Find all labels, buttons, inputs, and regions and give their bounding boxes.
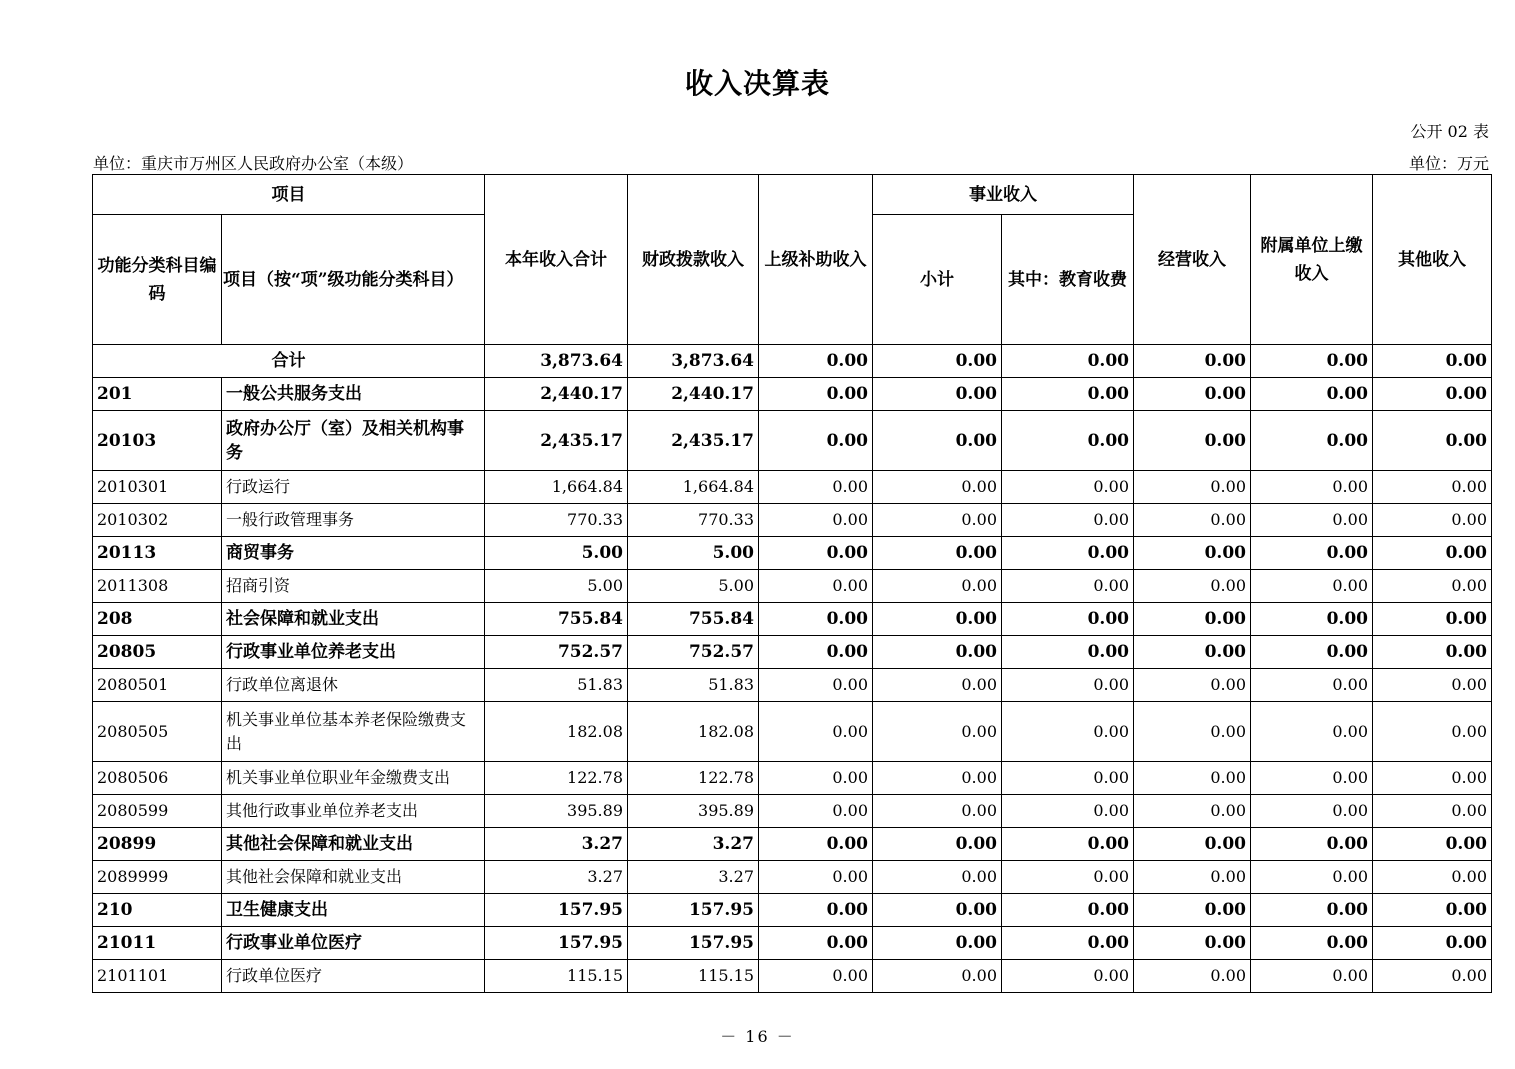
cell-value: 0.00 (1251, 636, 1373, 669)
cell-value: 157.95 (485, 927, 628, 960)
cell-value: 0.00 (759, 345, 873, 378)
cell-name: 行政单位离退休 (222, 669, 485, 702)
cell-value: 0.00 (873, 960, 1002, 993)
cell-value: 0.00 (1373, 669, 1492, 702)
cell-value: 157.95 (628, 894, 759, 927)
cell-value: 0.00 (1373, 960, 1492, 993)
cell-value: 0.00 (1002, 411, 1134, 471)
table-row (93, 570, 1492, 603)
cell-value: 0.00 (873, 411, 1002, 471)
cell-code: 20113 (93, 537, 222, 570)
cell-code: 2010302 (93, 504, 222, 537)
cell-value: 182.08 (485, 702, 628, 762)
cell-value: 0.00 (1251, 927, 1373, 960)
cell-name: 社会保障和就业支出 (222, 603, 485, 636)
cell-value: 0.00 (1373, 702, 1492, 762)
cell-value: 0.00 (1251, 669, 1373, 702)
cell-value: 0.00 (759, 861, 873, 894)
cell-value: 770.33 (485, 504, 628, 537)
cell-value: 0.00 (1373, 795, 1492, 828)
cell-value: 0.00 (873, 537, 1002, 570)
cell-value: 115.15 (485, 960, 628, 993)
page-number: － 16 － (720, 1027, 795, 1046)
cell-value: 157.95 (628, 927, 759, 960)
table-row (93, 702, 1492, 762)
cell-name: 政府办公厅（室）及相关机构事务 (222, 411, 485, 471)
cell-value: 182.08 (628, 702, 759, 762)
cell-value: 0.00 (873, 603, 1002, 636)
total-row (93, 345, 1492, 378)
cell-value: 0.00 (759, 795, 873, 828)
cell-value: 0.00 (1251, 702, 1373, 762)
cell-value: 1,664.84 (485, 471, 628, 504)
cell-value: 0.00 (873, 894, 1002, 927)
cell-value: 0.00 (1134, 570, 1251, 603)
table-row (93, 762, 1492, 795)
cell-value: 0.00 (1251, 960, 1373, 993)
header-operating: 经营收入 (1134, 175, 1251, 345)
cell-value: 0.00 (1002, 537, 1134, 570)
cell-name: 其他社会保障和就业支出 (222, 861, 485, 894)
cell-value: 0.00 (1373, 471, 1492, 504)
cell-value: 0.00 (1002, 960, 1134, 993)
cell-value: 770.33 (628, 504, 759, 537)
cell-code: 2089999 (93, 861, 222, 894)
cell-value: 0.00 (873, 378, 1002, 411)
cell-value: 0.00 (1134, 894, 1251, 927)
cell-value: 0.00 (1373, 762, 1492, 795)
cell-code: 201 (93, 378, 222, 411)
cell-value: 0.00 (873, 762, 1002, 795)
cell-value: 0.00 (1134, 927, 1251, 960)
table-row (93, 960, 1492, 993)
cell-value: 0.00 (759, 636, 873, 669)
cell-value: 0.00 (1251, 345, 1373, 378)
table-row (93, 411, 1492, 471)
header-total-income: 本年收入合计 (485, 175, 628, 345)
cell-value: 0.00 (759, 669, 873, 702)
cell-value: 3.27 (485, 828, 628, 861)
cell-value: 0.00 (1373, 378, 1492, 411)
cell-value: 0.00 (873, 828, 1002, 861)
cell-name: 行政事业单位医疗 (222, 927, 485, 960)
cell-value: 395.89 (628, 795, 759, 828)
cell-value: 122.78 (485, 762, 628, 795)
header-project: 项目 (93, 175, 485, 215)
cell-value: 0.00 (873, 702, 1002, 762)
cell-value: 0.00 (1373, 345, 1492, 378)
table-row (93, 894, 1492, 927)
cell-value: 755.84 (485, 603, 628, 636)
cell-value: 0.00 (1251, 828, 1373, 861)
cell-value: 0.00 (1002, 378, 1134, 411)
cell-value: 0.00 (1251, 570, 1373, 603)
cell-value: 0.00 (1134, 378, 1251, 411)
cell-value: 3,873.64 (628, 345, 759, 378)
cell-value: 0.00 (873, 927, 1002, 960)
cell-value: 0.00 (759, 702, 873, 762)
cell-value: 3,873.64 (485, 345, 628, 378)
cell-value: 0.00 (1002, 603, 1134, 636)
cell-value: 0.00 (759, 570, 873, 603)
cell-value: 0.00 (1002, 894, 1134, 927)
cell-value: 0.00 (1002, 762, 1134, 795)
table-row (93, 669, 1492, 702)
table-row (93, 537, 1492, 570)
cell-name: 机关事业单位职业年金缴费支出 (222, 762, 485, 795)
header-superior: 上级补助收入 (759, 175, 873, 345)
cell-value: 0.00 (1002, 702, 1134, 762)
table-number: 公开 02 表 (1410, 122, 1489, 141)
cell-value: 0.00 (1002, 636, 1134, 669)
cell-name: 卫生健康支出 (222, 894, 485, 927)
header-fiscal: 财政拨款收入 (628, 175, 759, 345)
header-func-code: 功能分类科目编码 (93, 215, 222, 345)
cell-value: 0.00 (759, 762, 873, 795)
cell-value: 0.00 (1373, 894, 1492, 927)
cell-value: 0.00 (1373, 504, 1492, 537)
cell-value: 0.00 (1251, 894, 1373, 927)
cell-value: 0.00 (1134, 471, 1251, 504)
cell-value: 0.00 (873, 861, 1002, 894)
header-project-item: 项目（按“项”级功能分类科目） (222, 215, 485, 345)
cell-value: 122.78 (628, 762, 759, 795)
cell-value: 0.00 (1002, 927, 1134, 960)
cell-code: 20899 (93, 828, 222, 861)
cell-value: 0.00 (1134, 762, 1251, 795)
cell-name: 其他社会保障和就业支出 (222, 828, 485, 861)
cell-name: 行政事业单位养老支出 (222, 636, 485, 669)
cell-code: 2101101 (93, 960, 222, 993)
table-row (93, 828, 1492, 861)
cell-value: 0.00 (873, 471, 1002, 504)
cell-value: 2,440.17 (628, 378, 759, 411)
cell-value: 2,440.17 (485, 378, 628, 411)
cell-value: 0.00 (1134, 828, 1251, 861)
cell-code: 2080501 (93, 669, 222, 702)
cell-value: 0.00 (1134, 960, 1251, 993)
cell-value: 0.00 (1373, 603, 1492, 636)
cell-value: 0.00 (1373, 861, 1492, 894)
cell-value: 0.00 (1373, 927, 1492, 960)
cell-value: 5.00 (485, 537, 628, 570)
cell-value: 0.00 (1251, 603, 1373, 636)
cell-value: 157.95 (485, 894, 628, 927)
cell-value: 51.83 (628, 669, 759, 702)
total-label: 合计 (93, 345, 485, 378)
cell-value: 0.00 (1373, 537, 1492, 570)
cell-value: 0.00 (1134, 603, 1251, 636)
cell-name: 招商引资 (222, 570, 485, 603)
cell-value: 0.00 (759, 504, 873, 537)
cell-value: 5.00 (628, 537, 759, 570)
header-other: 其他收入 (1373, 175, 1492, 345)
cell-value: 0.00 (1002, 504, 1134, 537)
cell-value: 0.00 (873, 570, 1002, 603)
cell-value: 1,664.84 (628, 471, 759, 504)
unit-organization: 单位：重庆市万州区人民政府办公室（本级） (93, 154, 414, 173)
cell-code: 2011308 (93, 570, 222, 603)
cell-code: 20103 (93, 411, 222, 471)
cell-value: 0.00 (759, 927, 873, 960)
cell-name: 一般行政管理事务 (222, 504, 485, 537)
cell-value: 0.00 (759, 960, 873, 993)
cell-code: 208 (93, 603, 222, 636)
cell-value: 0.00 (1002, 795, 1134, 828)
table-row (93, 603, 1492, 636)
cell-value: 755.84 (628, 603, 759, 636)
table-row (93, 504, 1492, 537)
cell-value: 0.00 (1002, 669, 1134, 702)
cell-code: 2080506 (93, 762, 222, 795)
table-row (93, 636, 1492, 669)
cell-value: 115.15 (628, 960, 759, 993)
cell-value: 0.00 (873, 795, 1002, 828)
cell-value: 0.00 (1251, 378, 1373, 411)
cell-value: 0.00 (1251, 762, 1373, 795)
income-table (92, 174, 1492, 993)
cell-value: 0.00 (759, 894, 873, 927)
cell-value: 0.00 (873, 636, 1002, 669)
cell-value: 0.00 (1251, 411, 1373, 471)
table-row (93, 927, 1492, 960)
cell-value: 3.27 (628, 861, 759, 894)
unit-currency: 单位：万元 (1408, 154, 1489, 173)
cell-value: 0.00 (1251, 795, 1373, 828)
cell-value: 0.00 (873, 345, 1002, 378)
cell-value: 0.00 (1002, 471, 1134, 504)
cell-name: 机关事业单位基本养老保险缴费支出 (222, 702, 485, 762)
cell-value: 0.00 (759, 537, 873, 570)
cell-value: 0.00 (1251, 861, 1373, 894)
cell-value: 752.57 (628, 636, 759, 669)
cell-value: 0.00 (1134, 537, 1251, 570)
cell-value: 2,435.17 (485, 411, 628, 471)
cell-value: 0.00 (759, 378, 873, 411)
page-title: 收入决算表 (684, 67, 830, 100)
table-row (93, 861, 1492, 894)
cell-code: 2010301 (93, 471, 222, 504)
cell-value: 0.00 (759, 603, 873, 636)
cell-value: 0.00 (759, 471, 873, 504)
cell-value: 0.00 (1373, 411, 1492, 471)
header-education: 其中：教育收费 (1002, 215, 1134, 345)
cell-code: 2080505 (93, 702, 222, 762)
header-affiliated: 附属单位上缴收入 (1251, 175, 1373, 345)
cell-value: 0.00 (1134, 702, 1251, 762)
cell-value: 0.00 (1373, 828, 1492, 861)
cell-value: 0.00 (873, 504, 1002, 537)
cell-value: 0.00 (1134, 504, 1251, 537)
cell-value: 0.00 (1002, 828, 1134, 861)
cell-code: 210 (93, 894, 222, 927)
cell-value: 0.00 (1373, 636, 1492, 669)
header-business-income: 事业收入 (873, 175, 1134, 215)
table-body (93, 345, 1492, 993)
cell-value: 0.00 (1373, 570, 1492, 603)
cell-name: 一般公共服务支出 (222, 378, 485, 411)
cell-value: 0.00 (1002, 861, 1134, 894)
cell-value: 5.00 (485, 570, 628, 603)
cell-value: 0.00 (1002, 570, 1134, 603)
cell-value: 0.00 (1134, 795, 1251, 828)
cell-code: 21011 (93, 927, 222, 960)
cell-value: 0.00 (1251, 471, 1373, 504)
cell-value: 3.27 (485, 861, 628, 894)
cell-name: 商贸事务 (222, 537, 485, 570)
cell-value: 395.89 (485, 795, 628, 828)
table-header (93, 175, 1492, 345)
cell-value: 0.00 (873, 669, 1002, 702)
cell-value: 0.00 (759, 411, 873, 471)
cell-value: 0.00 (1251, 504, 1373, 537)
cell-value: 3.27 (628, 828, 759, 861)
cell-value: 2,435.17 (628, 411, 759, 471)
cell-value: 0.00 (1251, 537, 1373, 570)
cell-value: 752.57 (485, 636, 628, 669)
cell-value: 0.00 (1134, 669, 1251, 702)
table-row (93, 795, 1492, 828)
cell-value: 0.00 (1134, 411, 1251, 471)
cell-value: 0.00 (1134, 861, 1251, 894)
cell-name: 其他行政事业单位养老支出 (222, 795, 485, 828)
cell-name: 行政单位医疗 (222, 960, 485, 993)
cell-value: 0.00 (759, 828, 873, 861)
cell-value: 51.83 (485, 669, 628, 702)
table-row (93, 378, 1492, 411)
cell-code: 2080599 (93, 795, 222, 828)
cell-value: 0.00 (1134, 636, 1251, 669)
cell-value: 0.00 (1134, 345, 1251, 378)
cell-name: 行政运行 (222, 471, 485, 504)
header-subtotal: 小计 (873, 215, 1002, 345)
table-row (93, 471, 1492, 504)
cell-value: 5.00 (628, 570, 759, 603)
cell-code: 20805 (93, 636, 222, 669)
cell-value: 0.00 (1002, 345, 1134, 378)
